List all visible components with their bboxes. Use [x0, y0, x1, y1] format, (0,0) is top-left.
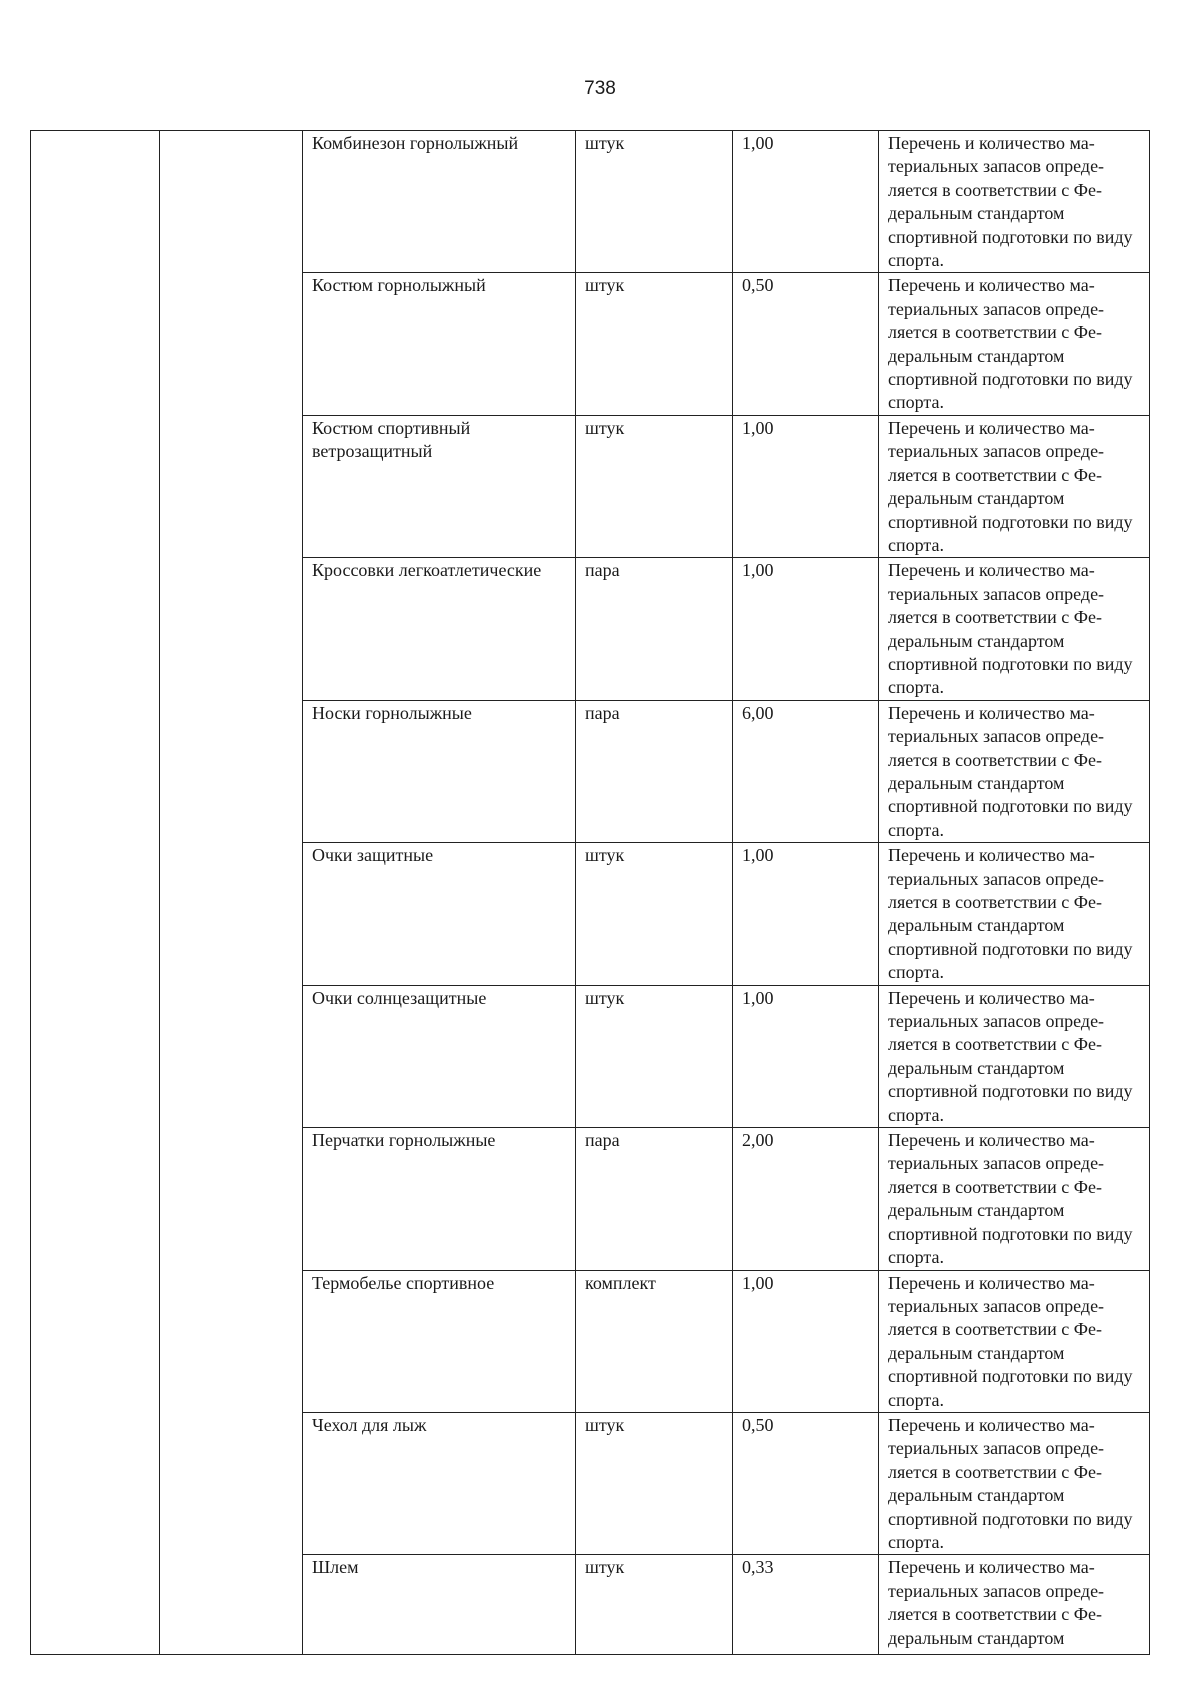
unit-cell: штук	[576, 273, 733, 415]
note-cell: Перечень и количество ма-териальных запасов опреде-ляется в соответствии с Фе-деральным стандартом спортивной подготовки по виду спорта.	[879, 843, 1150, 985]
quantity-cell: 2,00	[733, 1128, 879, 1270]
unit-cell: штук	[576, 415, 733, 557]
note-cell: Перечень и количество ма-териальных запасов опреде-ляется в соответствии с Фе-деральным стандартом спортивной подготовки по виду спорта.	[879, 1270, 1150, 1412]
quantity-cell: 1,00	[733, 843, 879, 985]
unit-cell: штук	[576, 131, 733, 273]
quantity-cell: 1,00	[733, 558, 879, 700]
page-number: 738	[584, 78, 616, 99]
item-name-cell: Очки солнцезащитные	[303, 985, 576, 1127]
unit-cell: пара	[576, 700, 733, 842]
item-name-cell: Термобелье спортивное	[303, 1270, 576, 1412]
note-cell: Перечень и количество ма-териальных запасов опреде-ляется в соответствии с Фе-деральным стандартом спортивной подготовки по виду спорта.	[879, 700, 1150, 842]
item-name-cell: Костюм горнолыжный	[303, 273, 576, 415]
quantity-cell: 1,00	[733, 985, 879, 1127]
unit-cell: пара	[576, 1128, 733, 1270]
item-name-cell: Очки защитные	[303, 843, 576, 985]
item-name-cell: Перчатки горнолыжные	[303, 1128, 576, 1270]
merged-cell-col2	[160, 131, 303, 1655]
note-text-truncated: Перечень и количество ма-териальных запасов опреде-ляется в соответствии с Фе-деральным стандартом	[888, 1557, 1105, 1648]
item-name-cell: Шлем	[303, 1555, 576, 1655]
note-cell: Перечень и количество ма-териальных запасов опреде-ляется в соответствии с Фе-деральным стандартом спортивной подготовки по виду спорта.	[879, 558, 1150, 700]
quantity-cell: 1,00	[733, 1270, 879, 1412]
note-cell: Перечень и количество ма-териальных запасов опреде-ляется в соответствии с Фе-деральным стандартом спортивной подготовки по виду спорта.	[879, 1412, 1150, 1554]
merged-cell-col1	[31, 131, 160, 1655]
note-cell: Перечень и количество ма-териальных запасов опреде-ляется в соответствии с Фе-деральным стандартом спортивной подготовки по виду спорта.	[879, 273, 1150, 415]
table-row	[31, 131, 1150, 273]
quantity-cell: 0,33	[733, 1555, 879, 1655]
materials-table	[30, 130, 1150, 1655]
note-cell	[879, 1555, 1150, 1655]
quantity-cell: 0,50	[733, 1412, 879, 1554]
quantity-cell: 6,00	[733, 700, 879, 842]
note-cell: Перечень и количество ма-териальных запасов опреде-ляется в соответствии с Фе-деральным стандартом спортивной подготовки по виду спорта.	[879, 415, 1150, 557]
quantity-cell: 1,00	[733, 131, 879, 273]
note-cell: Перечень и количество ма-териальных запасов опреде-ляется в соответствии с Фе-деральным стандартом спортивной подготовки по виду спорта.	[879, 131, 1150, 273]
note-cell: Перечень и количество ма-териальных запасов опреде-ляется в соответствии с Фе-деральным стандартом спортивной подготовки по виду спорта.	[879, 1128, 1150, 1270]
quantity-cell: 0,50	[733, 273, 879, 415]
item-name-cell: Комбинезон горнолыжный	[303, 131, 576, 273]
item-name-cell: Чехол для лыж	[303, 1412, 576, 1554]
unit-cell: пара	[576, 558, 733, 700]
unit-cell: штук	[576, 1412, 733, 1554]
item-name-cell: Носки горнолыжные	[303, 700, 576, 842]
unit-cell: штук	[576, 843, 733, 985]
item-name-cell: Кроссовки легкоатлетические	[303, 558, 576, 700]
unit-cell: комплект	[576, 1270, 733, 1412]
note-cell: Перечень и количество ма-териальных запасов опреде-ляется в соответствии с Фе-деральным стандартом спортивной подготовки по виду спорта.	[879, 985, 1150, 1127]
unit-cell: штук	[576, 1555, 733, 1655]
item-name-cell: Костюм спортивный ветрозащитный	[303, 415, 576, 557]
unit-cell: штук	[576, 985, 733, 1127]
quantity-cell: 1,00	[733, 415, 879, 557]
